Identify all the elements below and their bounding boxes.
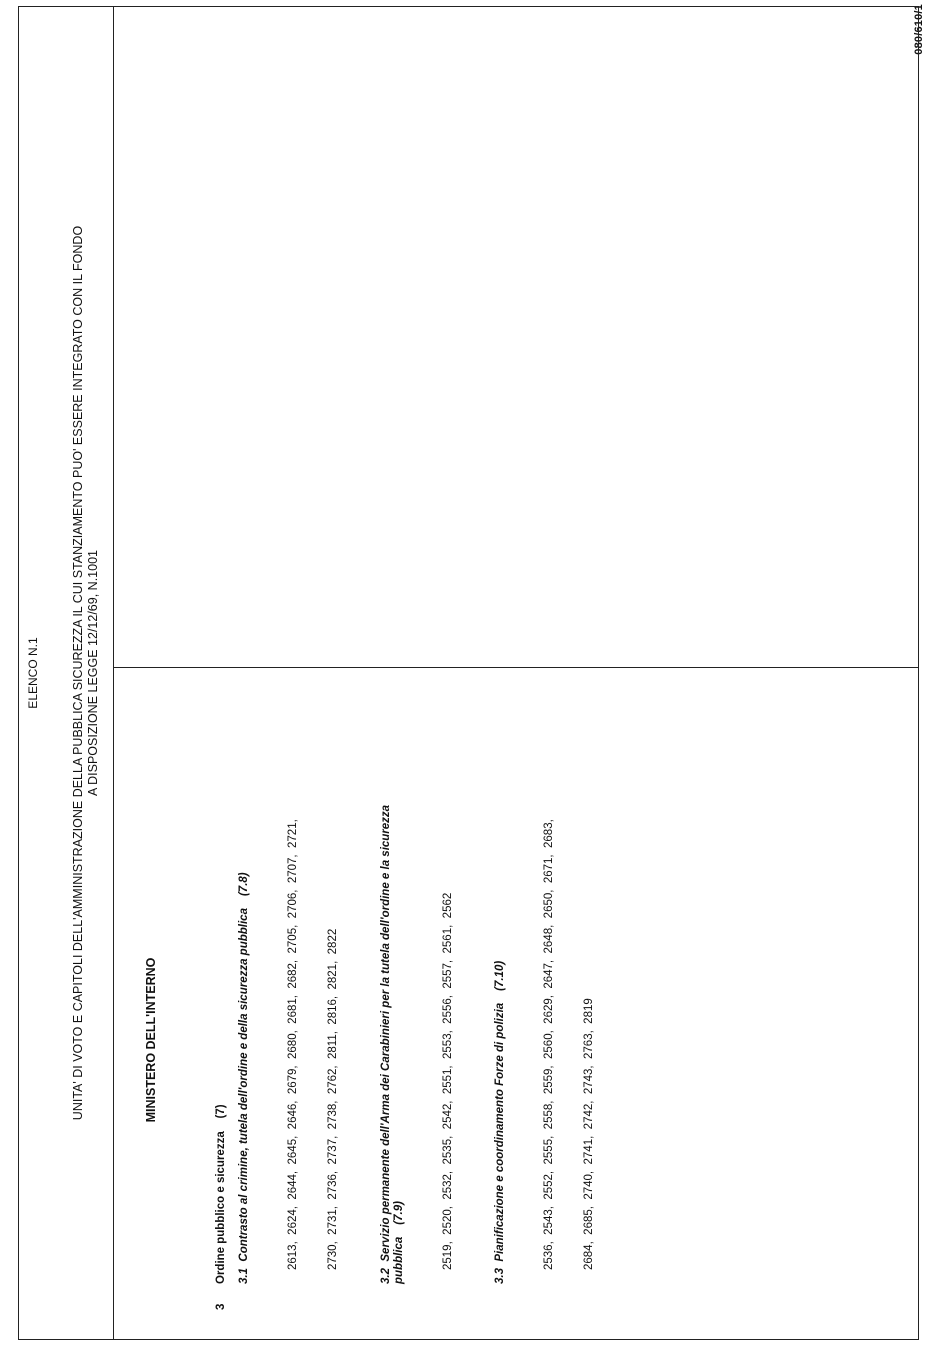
subsection-values: [260, 679, 368, 1270]
section-heading: [215, 679, 229, 1310]
section-label: Ordine pubblico e sicurezza: [214, 1131, 227, 1284]
section-number: 3: [214, 1303, 227, 1310]
subsection-3-1: [238, 679, 368, 1284]
values-line: 2730, 2731, 2736, 2737, 2738, 2762, 2811, 2816, 2821, 2822: [327, 928, 339, 1270]
values-line: 2536, 2543, 2552, 2555, 2558, 2559, 2560, 2629, 2647, 2648, 2650, 2671, 2683,: [542, 819, 555, 1270]
subsection-code: (7.10): [494, 960, 506, 991]
document-code: 080/610/1: [913, 4, 925, 55]
content-rotated-block: [115, 669, 919, 1340]
ministry-title: MINISTERO DELL'INTERNO: [144, 957, 158, 1123]
subsection-label: Contrasto al crimine, tutela dell'ordine e della sicurezza pubblica: [238, 908, 250, 1262]
values-line: 2613, 2624, 2644, 2645, 2646, 2679, 2680, 2681, 2682, 2705, 2706, 2707, 2721,: [286, 819, 299, 1270]
subsection-code: (7.8): [238, 872, 250, 897]
values-line: 2684, 2685, 2740, 2741, 2742, 2743, 2763, 2819: [583, 998, 595, 1270]
header-cell: [18, 6, 113, 1340]
subsection-label: Pianificazione e coordinamento Forze di polizia: [494, 1002, 506, 1262]
header-rotated-block: [18, 6, 113, 1340]
elenco-label: ELENCO N.1: [26, 637, 40, 709]
subsection-number: 3.1: [238, 1268, 250, 1284]
subsection-title: [380, 784, 407, 1284]
subsection-number: 3.3: [494, 1268, 506, 1284]
values-line: 2519, 2520, 2532, 2535, 2542, 2551, 2553, 2556, 2557, 2561, 2562: [441, 892, 454, 1270]
subsection-title: [494, 679, 508, 1284]
subsection-3-3: [494, 679, 624, 1284]
header-title-line2: A DISPOSIZIONE LEGGE 12/12/69, N.1001: [86, 550, 100, 796]
subsection-values: [415, 679, 483, 1270]
subsection-code: (7.9): [393, 1201, 405, 1225]
column-divider: [113, 6, 114, 1340]
content-cell: [115, 669, 919, 1340]
subsection-values: [516, 679, 624, 1270]
section-code: (7): [214, 1104, 227, 1119]
row-divider: [113, 667, 919, 668]
subsection-label: Servizio permanente dell'Arma dei Carabinieri per la tutela dell'ordine e la sicurezza pubblica: [379, 804, 405, 1284]
subsection-3-2: [380, 679, 483, 1284]
header-title-line1: UNITA' DI VOTO E CAPITOLI DELL'AMMINISTRAZIONE DELLA PUBBLICA SICUREZZA IL CUI STANZIAMENTO PUO' ESSERE INTEGRATO CON IL FONDO: [71, 225, 85, 1121]
subsection-title: [238, 679, 252, 1284]
subsection-number: 3.2: [379, 1268, 392, 1284]
